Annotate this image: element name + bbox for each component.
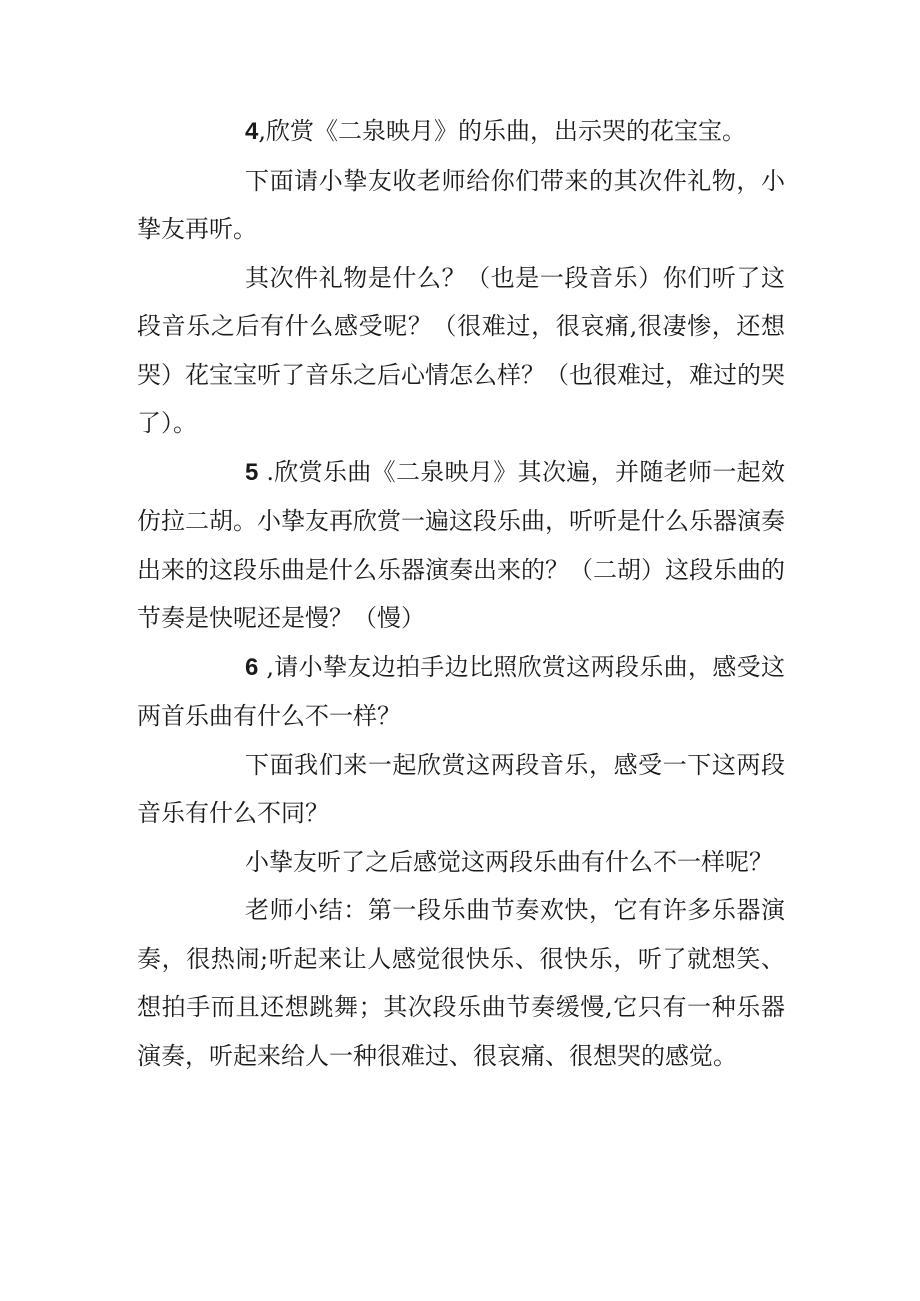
paragraph-4 xyxy=(137,107,785,157)
paragraph-text: 小挚友听了之后感觉这两段乐曲有什么不一样呢？ xyxy=(245,847,773,876)
step-number: 4 xyxy=(245,118,259,145)
paragraph-gift-intro xyxy=(137,157,785,254)
paragraph-text: 老师小结：第一段乐曲节奏欢快，它有许多乐器演奏，很热闹;听起来让人感觉很快乐、很快乐，听了就想笑、想拍手而且还想跳舞；其次段乐曲节奏缓慢,它只有一种乐器演奏，听起来给人一种很难过、很哀痛、很想哭的感觉。 xyxy=(137,896,785,1070)
paragraph-text: .欣赏乐曲《二泉映月》其次遍，并随老师一起效仿拉二胡。小挚友再欣赏一遍这段乐曲，听听是什么乐器演奏出来的这段乐曲是什么乐器演奏出来的？（二胡）这段乐曲的节奏是快呢还是慢？（慢） xyxy=(137,457,785,632)
paragraph-compare xyxy=(137,741,785,838)
paragraph-text: 下面我们来一起欣赏这两段音乐，感受一下这两段音乐有什么不同？ xyxy=(137,750,785,827)
paragraph-text: 其次件礼物是什么？（也是一段音乐）你们听了这段音乐之后有什么感受呢？（很难过，很哀痛,很凄惨，还想哭）花宝宝听了音乐之后心情怎么样？（也很难过，难过的哭了）。 xyxy=(137,263,785,437)
paragraph-text: 下面请小挚友收老师给你们带来的其次件礼物，小挚友再听。 xyxy=(137,166,785,243)
paragraph-text: ,请小挚友边拍手边比照欣赏这两段乐曲，感受这两首乐曲有什么不一样？ xyxy=(137,652,785,730)
paragraph-6 xyxy=(137,643,785,741)
step-number: 5 xyxy=(245,458,259,486)
paragraph-summary xyxy=(137,886,785,1080)
paragraph-text: ,欣赏《二泉映月》的乐曲，出示哭的花宝宝。 xyxy=(258,117,746,145)
paragraph-feeling xyxy=(137,838,785,887)
paragraph-5 xyxy=(137,448,785,643)
paragraph-gift-question xyxy=(137,254,785,448)
step-number: 6 xyxy=(245,653,259,681)
document-body xyxy=(137,107,785,1080)
